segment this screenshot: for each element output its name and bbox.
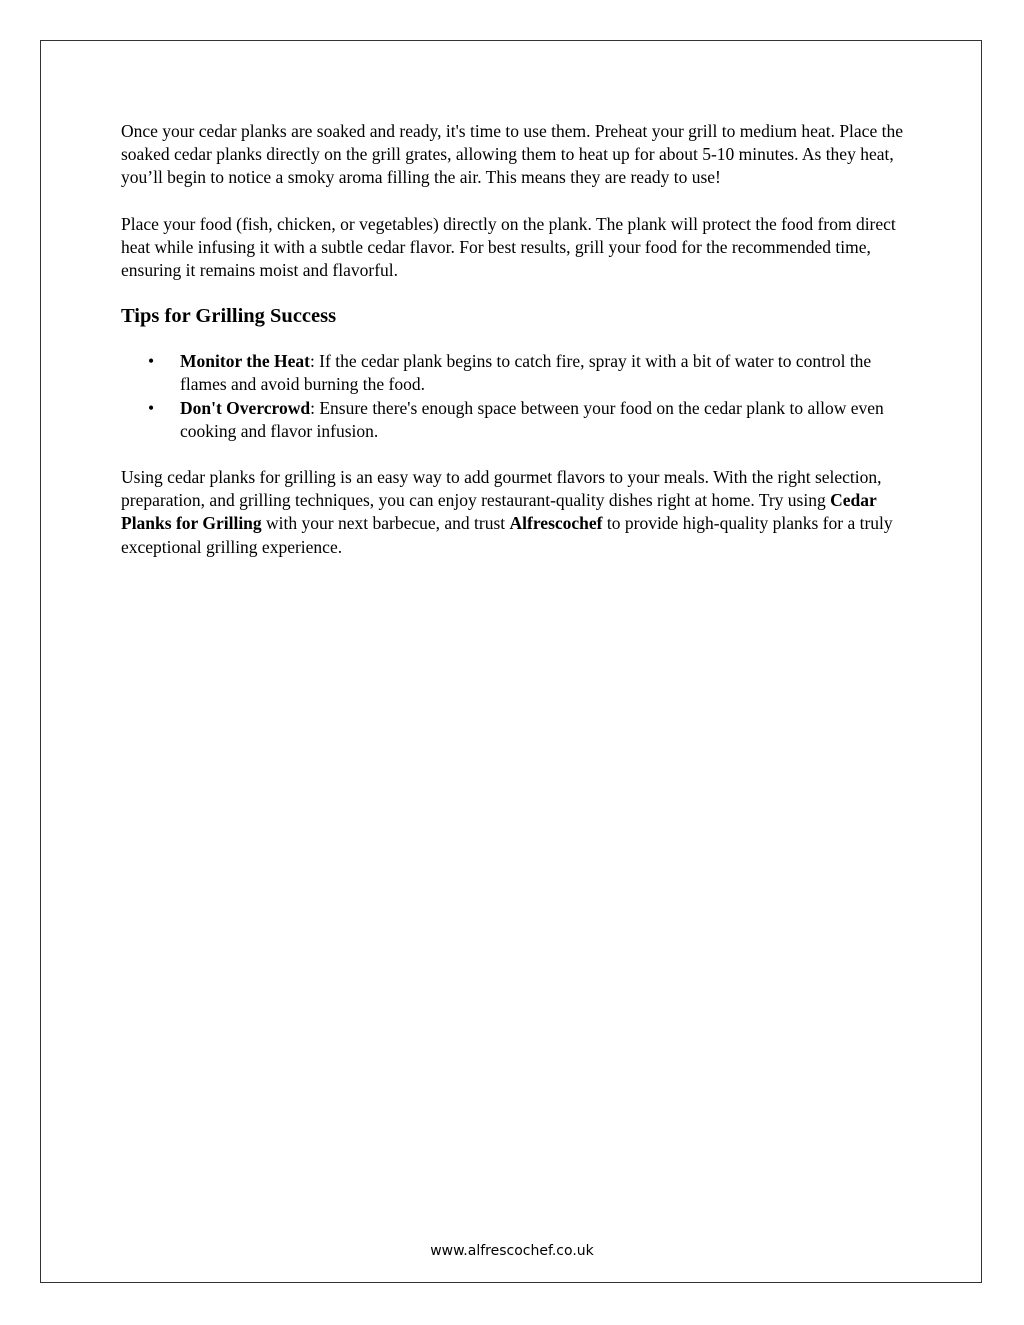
tip-text: : If the cedar plank begins to catch fire, spray it with a bit of water to control the flames and avoid burning the food. (180, 351, 872, 395)
tip-title: Monitor the Heat (180, 351, 310, 372)
paragraph-cedar-plank-prep: Once your cedar planks are soaked and ready, it's time to use them. Preheat your grill to medium heat. Place the soaked cedar planks directly on the grill grates, allowing them to heat up for about 5-10 minutes. As they heat, you’ll begin to notice a smoky aroma filling the air. This means they are ready to use! (121, 121, 903, 188)
tips-list (121, 350, 911, 443)
tip-text: : Ensure there's enough space between your food on the cedar plank to allow even cooking and flavor infusion. (180, 397, 884, 441)
conclusion-text: Using cedar planks for grilling is an easy way to add gourmet flavors to your meals. With the right selection, preparation, and grilling techniques, you can enjoy restaurant-quality dishes right at home. Try using (121, 467, 882, 511)
paragraph-place-food: Place your food (fish, chicken, or vegetables) directly on the plank. The plank will protect the food from direct heat while infusing it with a subtle cedar flavor. For best results, grill your food for the recommended time, ensuring it remains moist and flavorful. (121, 213, 896, 281)
conclusion-text: to provide high-quality planks for a truly exceptional grilling experience. (121, 513, 893, 557)
document-body (121, 120, 911, 559)
brand-name: Alfrescochef (509, 513, 603, 534)
list-item (121, 350, 911, 396)
product-name: Cedar Planks for Grilling (121, 490, 877, 534)
footer-url: www.alfrescochef.co.uk (430, 1243, 594, 1259)
tip-title: Don't Overcrowd (180, 397, 311, 418)
list-item (121, 397, 911, 443)
paragraph-conclusion (121, 466, 911, 559)
section-heading: Tips for Grilling Success (121, 305, 337, 328)
bullet-icon: • (148, 397, 155, 418)
conclusion-text: with your next barbecue, and trust (261, 513, 510, 534)
bullet-icon: • (148, 351, 155, 372)
